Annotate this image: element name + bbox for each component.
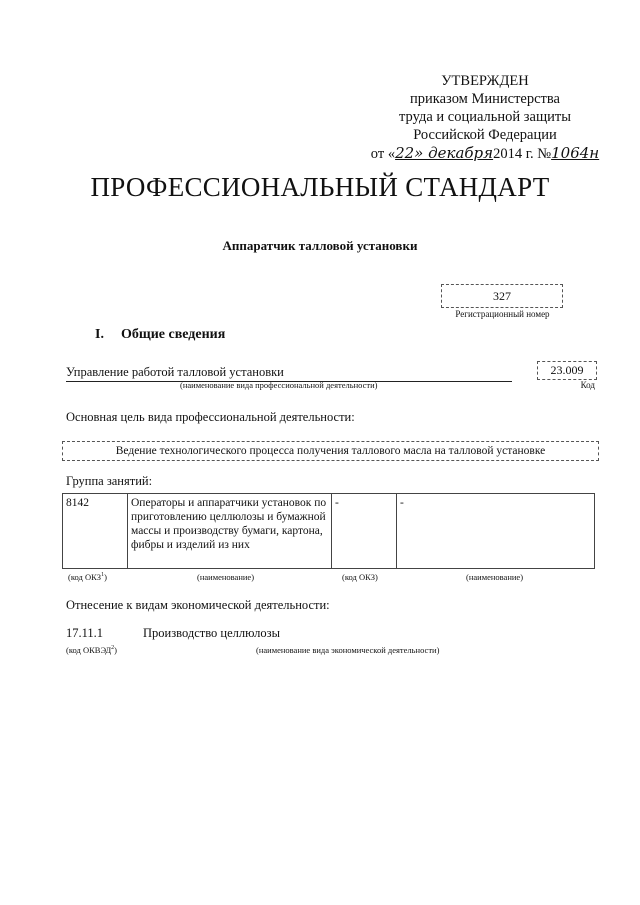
table-row [63,494,595,569]
registration-number-label: Регистрационный номер [455,309,550,319]
caption-okved-name: (наименование вида экономической деятельности) [256,645,440,655]
okz-name-cell: Операторы и аппаратчики установок по приготовлению целлюлозы и бумажной массы и производству бумаги, картона, фибры и изделий из них [128,494,332,569]
activity-caption: (наименование вида профессиональной деятельности) [180,380,378,390]
okved-label: Отнесение к видам экономической деятельности: [66,598,330,612]
caption-okz-name: (наименование) [197,572,255,582]
okved-code: 17.11.1 [66,626,104,640]
caption-okz-name-2: (наименование) [466,572,524,582]
approval-line-2: приказом Министерства [410,91,560,107]
okz-code-cell: 8142 [63,494,128,569]
okz-code-cell-2: - [332,494,397,569]
section-number: I. [95,327,104,342]
approval-line-4: Российской Федерации [413,127,557,143]
group-label: Группа занятий: [66,474,153,488]
approval-date-line [370,144,600,163]
date-prefix: от « [370,146,396,162]
handwritten-number: 1064н [551,144,600,162]
okved-name: Производство целлюлозы [143,626,280,640]
year-text: 2014 г. № [493,146,552,162]
handwritten-date: 22» декабря [395,144,494,162]
registration-number-box: 327 [441,284,563,308]
document-title: ПРОФЕССИОНАЛЬНЫЙ СТАНДАРТ [90,172,550,202]
goal-box: Ведение технологического процесса получения таллового масла на талловой установке [62,441,599,461]
caption-okz-code-2: (код ОКЗ) [342,572,378,582]
caption-okved-code: (код ОКВЭД$^2$) [66,645,117,655]
section-title: Общие сведения [121,327,226,342]
approval-block [370,72,600,163]
activity-code-box: 23.009 [537,361,597,380]
section-heading [95,327,225,343]
approval-line-1: УТВЕРЖДЕН [441,73,529,89]
okz-name-cell-2: - [397,494,595,569]
goal-label: Основная цель вида профессиональной деятельности: [66,410,355,424]
activity-name: Управление работой талловой установки [66,365,512,382]
standard-name: Аппаратчик талловой установки [222,238,418,253]
caption-okz-code: (код ОКЗ$^1$) [68,572,107,582]
approval-line-3: труда и социальной защиты [399,109,571,125]
occupation-group-table [62,493,595,569]
activity-code-caption: Код [580,380,595,390]
